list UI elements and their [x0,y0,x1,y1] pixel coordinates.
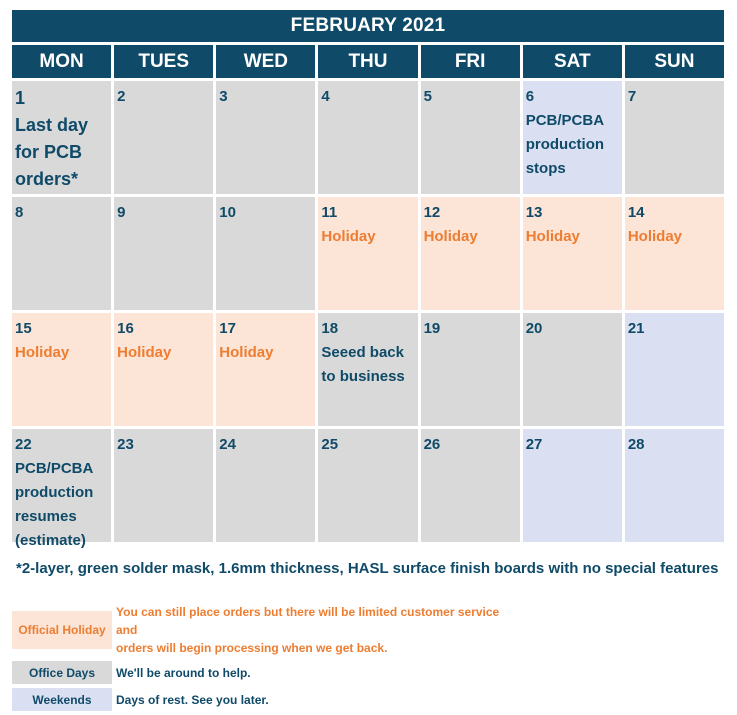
legend-row-holiday [12,603,732,657]
day-note: Holiday [423,228,478,245]
day-number: 21 [627,320,645,337]
day-number: 1 [15,88,26,108]
legend-desc-holiday-line1: You can still place orders but there will be limited customer service and [116,605,500,637]
day-cell [625,81,724,194]
weekday-header-fri: FRI [421,45,520,78]
day-cell [625,429,724,542]
day-cell [216,429,315,542]
day-number: 6 [525,88,535,105]
legend-desc-office: We'll be around to help. [116,665,251,680]
day-cell [625,197,724,310]
weekday-header-sat: SAT [523,45,622,78]
day-note: Seeed back [321,344,404,361]
legend-swatch-office: Office Days [12,661,112,684]
day-number: 27 [525,436,543,453]
day-note: Last day [15,115,89,135]
day-number: 19 [423,320,441,337]
weekday-header-tues: TUES [114,45,213,78]
day-note: production [15,484,94,501]
footnote: *2-layer, green solder mask, 1.6mm thickness, HASL surface finish boards with no special features [16,560,719,577]
day-number: 26 [423,436,441,453]
day-cell [318,197,417,310]
month-title: FEBRUARY 2021 [12,10,724,42]
day-cell [421,429,520,542]
day-number: 14 [627,204,645,221]
legend-swatch-weekend: Weekends [12,688,112,711]
day-cell [114,429,213,542]
day-number: 3 [219,88,228,105]
day-note: stops [525,160,566,177]
day-cell [114,313,213,426]
day-number: 2 [117,88,126,105]
day-cell [523,81,622,194]
legend-desc-holiday [116,603,516,657]
day-cell [421,81,520,194]
legend-row-office [12,661,732,684]
day-note: Holiday [219,344,274,361]
weekday-header-thu: THU [318,45,417,78]
legend [12,603,732,715]
day-cell [523,313,622,426]
day-number: 24 [219,436,236,453]
day-note: resumes [15,508,77,525]
weekday-header-wed: WED [216,45,315,78]
day-number: 13 [525,204,543,221]
calendar-grid [12,45,724,549]
day-number: 8 [15,204,24,221]
day-cell [421,313,520,426]
day-note: to business [321,368,405,385]
day-note: Holiday [15,344,70,361]
day-number: 7 [627,88,637,105]
day-cell [625,313,724,426]
day-note: for PCB [15,142,82,162]
day-cell [12,81,111,194]
day-number: 15 [15,320,32,337]
day-cell [318,429,417,542]
day-cell [114,81,213,194]
day-number: 4 [321,88,330,105]
day-cell [523,429,622,542]
day-number: 10 [219,204,236,221]
day-cell [216,197,315,310]
day-cell [216,81,315,194]
day-number: 23 [117,436,134,453]
day-note: Holiday [627,228,683,245]
day-note: production [525,136,605,153]
day-note: PCB/PCBA [15,460,94,477]
legend-desc-holiday-line2: orders will begin processing when we get back. [116,641,388,655]
day-cell [12,197,111,310]
legend-swatch-holiday: Official Holiday [12,611,112,649]
day-note: orders* [15,169,79,189]
day-note: Holiday [321,228,376,245]
legend-row-weekend [12,688,732,711]
day-number: 17 [219,320,236,337]
day-note: Holiday [117,344,172,361]
day-note: (estimate) [15,532,86,549]
day-number: 25 [321,436,339,453]
calendar [12,10,724,549]
day-cell [114,197,213,310]
day-number: 11 [321,204,338,221]
day-number: 5 [423,88,432,105]
day-cell [12,429,111,549]
legend-desc-weekend: Days of rest. See you later. [116,692,269,707]
day-number: 20 [525,320,543,337]
day-number: 22 [15,436,32,453]
day-cell [216,313,315,426]
day-cell [12,313,111,426]
day-cell [523,197,622,310]
day-number: 28 [627,436,645,453]
weekday-header-mon: MON [12,45,111,78]
day-note: PCB/PCBA [525,112,605,129]
day-cell [421,197,520,310]
day-cell [318,81,417,194]
day-number: 18 [321,320,339,337]
weekday-header-sun: SUN [625,45,724,78]
day-note: Holiday [525,228,580,245]
day-number: 12 [423,204,441,221]
day-number: 9 [117,204,126,221]
day-cell [318,313,417,426]
day-number: 16 [117,320,134,337]
